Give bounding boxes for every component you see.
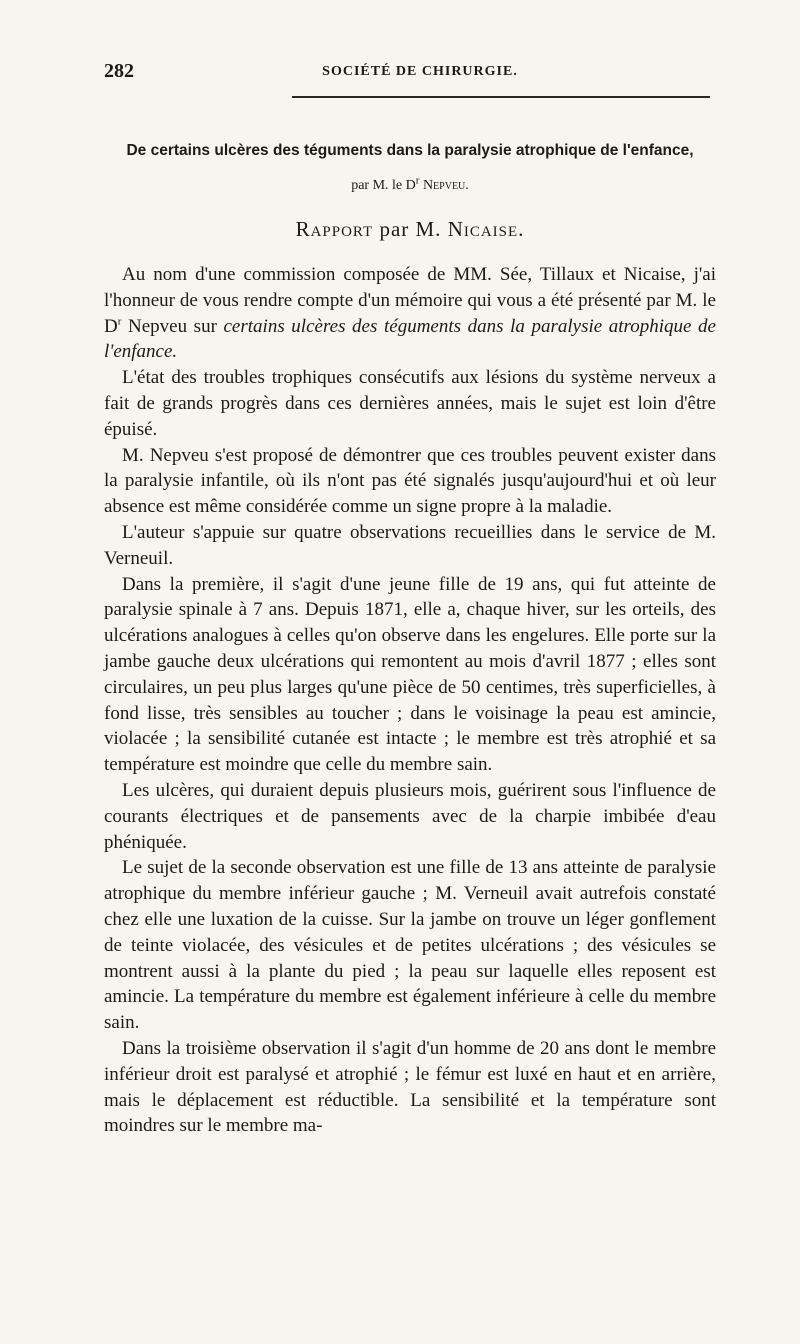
paragraph: M. Nepveu s'est proposé de démontrer que ces troubles peuvent exister dans la paralysie infantile, où ils n'ont pas été signalés jusqu'aujourd'hui et où leur absence est même considérée comme un signe propre à la maladie. [104, 444, 716, 518]
paragraph-1-sup: r [117, 315, 122, 328]
header-rule [292, 96, 710, 98]
paragraph-1-text: Au nom d'une commission composée de MM. Sée, Tillaux et Nicaise, j'ai l'honneur de vous rendre compte d'un mémoire qui vous a été présenté par M. le D [104, 264, 716, 337]
paragraph: L'auteur s'appuie sur quatre observations recueillies dans le service de M. Verneuil. [104, 521, 716, 569]
paragraph-1-text-b: Nepveu sur [121, 315, 224, 337]
paragraph: Dans la première, il s'agit d'une jeune fille de 19 ans, qui fut atteinte de paralysie spinale à 7 ans. Depuis 1871, elle a, chaque hiver, sur les orteils, des ulcérations analogues à celles qu'on observe dans les engelures. Elle porte sur la jambe gauche deux ulcérations qui remontent au mois d'avril 1877 ; elles sont circulaires, un peu plus larges qu'une pièce de 50 centimes, très superficielles, à fond lisse, très sensibles au toucher ; dans le voisinage la peau est amincie, violacée ; la sensibilité cutanée est intacte ; le membre est très atrophié et sa température est moindre que celle du membre sain. [104, 573, 716, 776]
paragraph: Le sujet de la seconde observation est une fille de 13 ans atteinte de paralysie atrophique du membre inférieur gauche ; M. Verneuil avait autrefois constaté chez elle une luxation de la cuisse. Sur la jambe on trouve un léger gonflement de teinte violacée, des vésicules et de petites ulcérations ; des vésicules se montrent aussi à la plante du pied ; la peau sur laquelle elles reposent est amincie. La température du membre est également inférieure à celle du membre sain. [104, 857, 716, 1034]
byline [104, 174, 716, 194]
article-title: De certains ulcères des téguments dans la paralysie atrophique de l'enfance, [126, 142, 694, 159]
report-prefix: Rapport [295, 217, 374, 241]
paragraph [104, 262, 716, 365]
byline-name: Nepveu. [422, 178, 469, 193]
journal-title: SOCIÉTÉ DE CHIRURGIE. [322, 64, 518, 79]
running-head [104, 60, 716, 88]
paragraph: Dans la troisième observation il s'agit d'un homme de 20 ans dont le membre inférieur droit est paralysé et atrophié ; le fémur est luxé en haut et en arrière, mais le déplacement est réductible. La sensibilité et la température sont moindres sur le membre ma- [104, 1037, 716, 1137]
paragraph: L'état des troubles trophiques consécutifs aux lésions du système nerveux a fait de grands progrès dans ces dernières années, mais le sujet est loin d'être épuisé. [104, 367, 716, 440]
paragraph-1-italic: certains ulcères des téguments dans la paralysie atrophique de l'enfance. [104, 315, 716, 363]
byline-prefix: par M. le D [351, 178, 416, 193]
paragraph: Les ulcères, qui duraient depuis plusieurs mois, guérirent sous l'influence de courants électriques et de pansements avec de la charpie imbibée d'eau phéniquée. [104, 779, 716, 853]
page-number: 282 [104, 60, 134, 82]
report-name: Nicaise. [447, 217, 525, 241]
report-heading [104, 217, 716, 242]
byline-sup: r [415, 174, 420, 187]
report-middle: par M. [373, 217, 448, 241]
article-body [104, 262, 716, 1139]
